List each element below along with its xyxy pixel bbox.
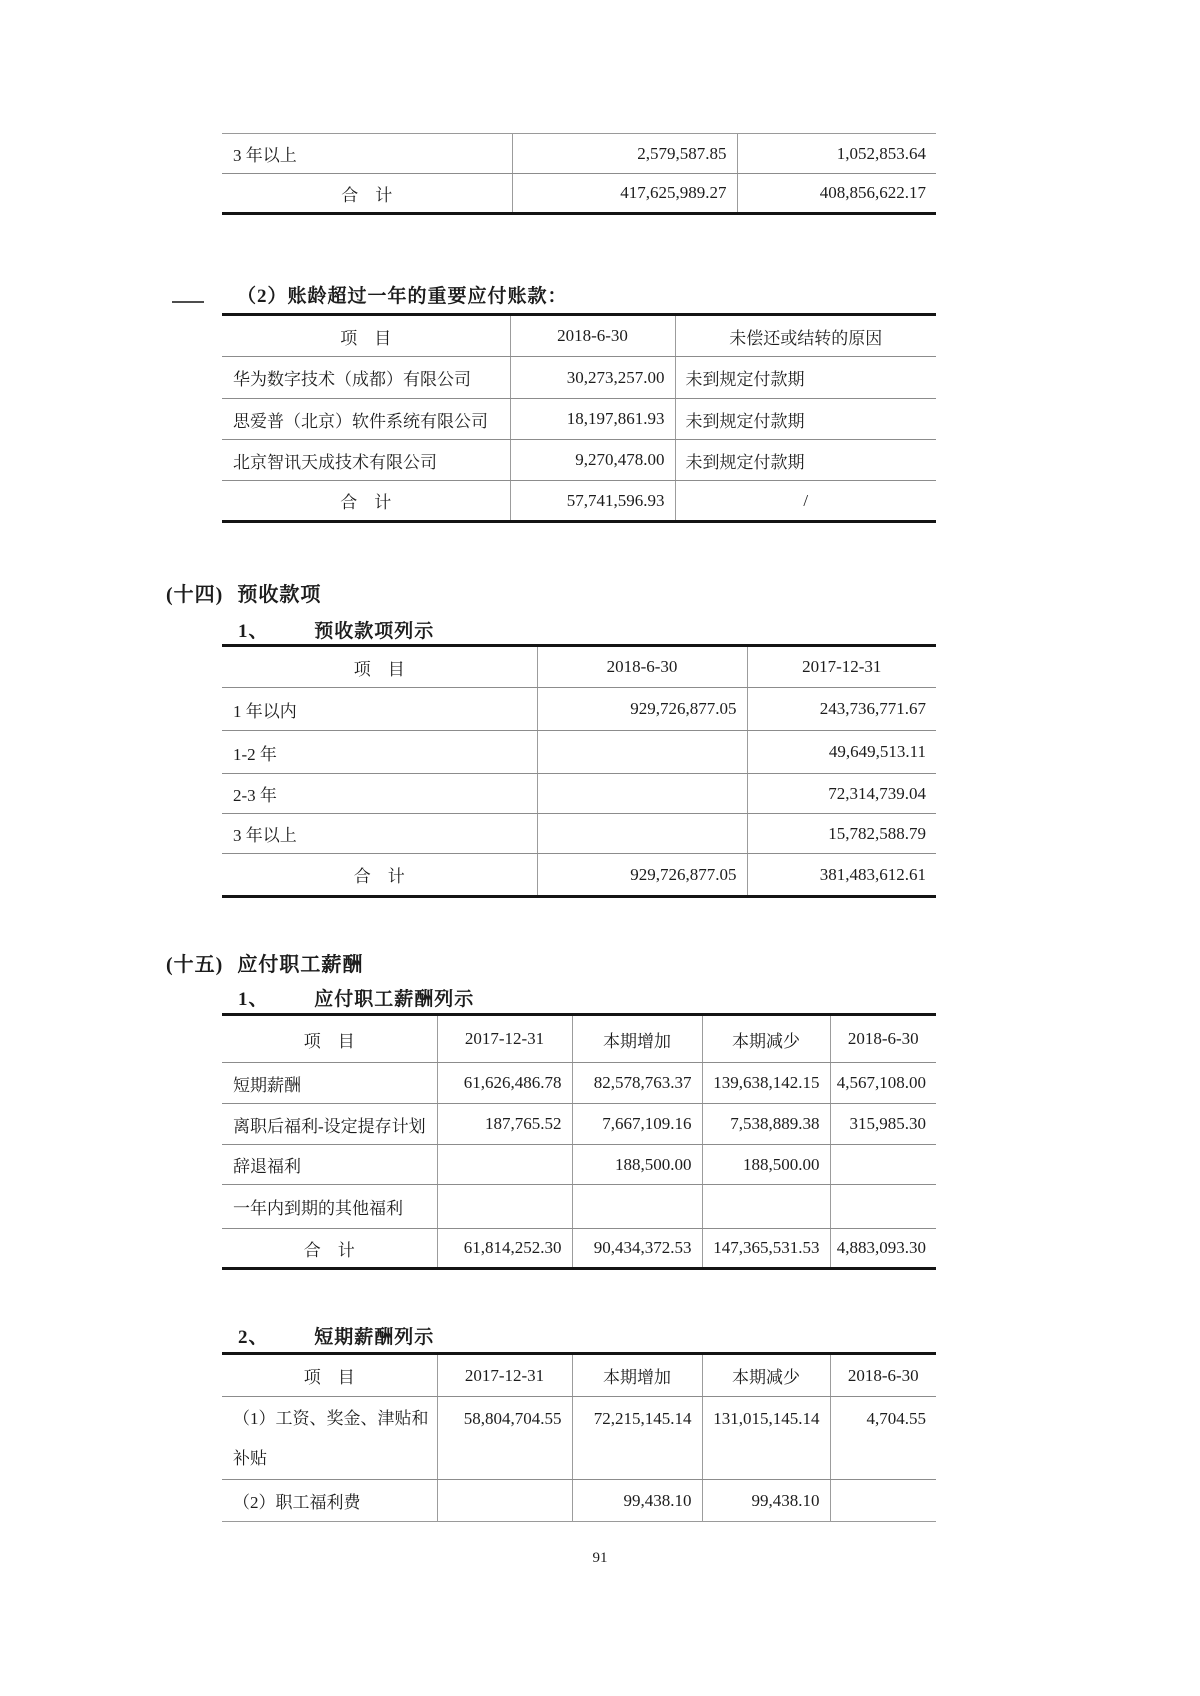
cell-value: 7,538,889.38 (702, 1104, 830, 1145)
cell-value: 243,736,771.67 (747, 688, 936, 731)
col-header-item: 项 目 (222, 1015, 437, 1063)
cell-item: 华为数字技术（成都）有限公司 (222, 357, 510, 399)
cell-value: 82,578,763.37 (572, 1063, 702, 1104)
page-number: 91 (592, 1550, 608, 1566)
cell-value: 99,438.10 (572, 1480, 702, 1522)
cell-value: 315,985.30 (830, 1104, 936, 1145)
payroll-list1-table (222, 1013, 936, 1270)
col-header-reason: 未偿还或结转的原因 (675, 315, 936, 357)
cell-item (222, 1397, 437, 1480)
subsection-title: 应付职工薪酬列示 (314, 989, 475, 1010)
table-total-row (222, 854, 936, 897)
section-no: (十五) (166, 954, 224, 976)
cell-item: 3 年以上 (222, 134, 512, 174)
cell-value: 929,726,877.05 (537, 688, 747, 731)
cell-value: 15,782,588.79 (747, 814, 936, 854)
cell-total-label: 合 计 (341, 185, 393, 205)
cell-value (830, 1185, 936, 1229)
col-header-item: 项 目 (222, 646, 537, 688)
table-row (222, 357, 936, 399)
col-header-date: 2017-12-31 (437, 1015, 572, 1063)
table-row (222, 1480, 936, 1522)
table-header-row (222, 1354, 936, 1397)
table-row (222, 1397, 936, 1480)
payroll-list1-subheading (238, 984, 474, 1011)
cell-reason: 未到规定付款期 (675, 357, 936, 399)
cell-value: 1,052,853.64 (737, 134, 936, 174)
table-row (222, 1185, 936, 1229)
subsection-no: 2、 (238, 1327, 269, 1348)
payables-heading: （2）账龄超过一年的重要应付账款： (237, 286, 568, 307)
col-header-decrease: 本期减少 (702, 1015, 830, 1063)
table-row (222, 1063, 936, 1104)
cell-value: 30,273,257.00 (510, 357, 675, 399)
cell-reason: / (675, 481, 936, 522)
table-header-row (222, 1015, 936, 1063)
cell-value: 7,667,109.16 (572, 1104, 702, 1145)
table-header-row (222, 646, 936, 688)
section-15-heading (166, 948, 363, 977)
col-header-date: 2018-6-30 (537, 646, 747, 688)
advances-table (222, 644, 936, 898)
col-header-item: 项 目 (222, 1354, 437, 1397)
col-header-decrease: 本期减少 (702, 1354, 830, 1397)
cell-value (537, 774, 747, 814)
carryover-table (222, 133, 936, 215)
cell-value (830, 1480, 936, 1522)
cell-value: 61,814,252.30 (437, 1229, 572, 1269)
section-no: (十四) (166, 584, 224, 606)
col-header-date: 2018-6-30 (830, 1015, 936, 1063)
table-total-row (222, 174, 936, 214)
subsection-title: 短期薪酬列示 (314, 1327, 435, 1348)
payables-table-section (222, 313, 936, 523)
cell-value: 381,483,612.61 (747, 854, 936, 897)
table-row (222, 814, 936, 854)
cell-value: 929,726,877.05 (537, 854, 747, 897)
cell-value (537, 814, 747, 854)
cell-value: 72,215,145.14 (572, 1397, 702, 1480)
cell-value (537, 731, 747, 774)
table-row (222, 731, 936, 774)
cell-item-line1: （1）工资、奖金、津贴和 (233, 1409, 429, 1428)
table-total-row (222, 1229, 936, 1269)
cell-value: 2,579,587.85 (512, 134, 737, 174)
cell-value: 187,765.52 (437, 1104, 572, 1145)
table-total-row (222, 481, 936, 522)
cell-reason: 未到规定付款期 (675, 440, 936, 481)
subsection-no: 1、 (238, 621, 269, 642)
section-title: 预收款项 (237, 584, 322, 606)
payroll-list2-table-section (222, 1352, 936, 1522)
cell-value: 4,704.55 (830, 1397, 936, 1480)
cell-item: 北京智讯天成技术有限公司 (222, 440, 510, 481)
margin-dash-mark (172, 301, 204, 303)
cell-reason: 未到规定付款期 (675, 399, 936, 440)
cell-item: 辞退福利 (222, 1145, 437, 1185)
payroll-list1-table-section (222, 1013, 936, 1270)
cell-item: （2）职工福利费 (233, 1493, 361, 1512)
advances-table-section (222, 644, 936, 898)
table-row (222, 774, 936, 814)
cell-total-label: 合 计 (303, 1240, 355, 1260)
table-row (222, 134, 936, 174)
cell-value: 188,500.00 (702, 1145, 830, 1185)
cell-value: 417,625,989.27 (512, 174, 737, 214)
cell-value: 139,638,142.15 (702, 1063, 830, 1104)
carryover-table-section (222, 133, 936, 215)
cell-value: 4,883,093.30 (830, 1229, 936, 1269)
cell-item: 思爱普（北京）软件系统有限公司 (222, 399, 510, 440)
cell-value: 9,270,478.00 (510, 440, 675, 481)
cell-value: 4,567,108.00 (830, 1063, 936, 1104)
cell-total-label: 合 计 (340, 493, 392, 512)
cell-value: 131,015,145.14 (702, 1397, 830, 1480)
cell-value (437, 1185, 572, 1229)
cell-value: 18,197,861.93 (510, 399, 675, 440)
cell-item: 1 年以内 (222, 688, 537, 731)
col-header-increase: 本期增加 (572, 1354, 702, 1397)
col-header-increase: 本期增加 (572, 1015, 702, 1063)
cell-value: 188,500.00 (572, 1145, 702, 1185)
cell-total-label: 合 计 (353, 867, 405, 886)
cell-item: 短期薪酬 (222, 1063, 437, 1104)
cell-value: 90,434,372.53 (572, 1229, 702, 1269)
table-header-row (222, 315, 936, 357)
cell-value (830, 1145, 936, 1185)
cell-value: 58,804,704.55 (437, 1397, 572, 1480)
table-row (222, 688, 936, 731)
cell-value (572, 1185, 702, 1229)
col-header-item: 项 目 (222, 315, 510, 357)
cell-item: 3 年以上 (222, 814, 537, 854)
subsection-no: 1、 (238, 989, 269, 1010)
table-row (222, 1145, 936, 1185)
payables-table (222, 313, 936, 523)
col-header-date: 2018-6-30 (510, 315, 675, 357)
advances-subheading (238, 616, 434, 643)
cell-item: 离职后福利-设定提存计划 (222, 1104, 437, 1145)
cell-item: 一年内到期的其他福利 (222, 1185, 437, 1229)
subsection-title: 预收款项列示 (314, 621, 435, 642)
cell-value: 72,314,739.04 (747, 774, 936, 814)
cell-item-line2: 补贴 (233, 1449, 267, 1468)
cell-value: 147,365,531.53 (702, 1229, 830, 1269)
col-header-date: 2017-12-31 (747, 646, 936, 688)
cell-item: 1-2 年 (222, 731, 537, 774)
payroll-list2-table (222, 1352, 936, 1522)
section-14-heading (166, 578, 321, 607)
table-row (222, 1104, 936, 1145)
col-header-date: 2018-6-30 (830, 1354, 936, 1397)
col-header-date: 2017-12-31 (437, 1354, 572, 1397)
payroll-list2-subheading (238, 1322, 434, 1349)
cell-value: 408,856,622.17 (737, 174, 936, 214)
cell-value (702, 1185, 830, 1229)
table-row (222, 440, 936, 481)
cell-value: 99,438.10 (702, 1480, 830, 1522)
cell-value: 57,741,596.93 (510, 481, 675, 522)
cell-value (437, 1145, 572, 1185)
cell-value (437, 1480, 572, 1522)
cell-value: 61,626,486.78 (437, 1063, 572, 1104)
section-title: 应付职工薪酬 (237, 954, 364, 976)
cell-value: 49,649,513.11 (747, 731, 936, 774)
cell-item: 2-3 年 (222, 774, 537, 814)
table-row (222, 399, 936, 440)
